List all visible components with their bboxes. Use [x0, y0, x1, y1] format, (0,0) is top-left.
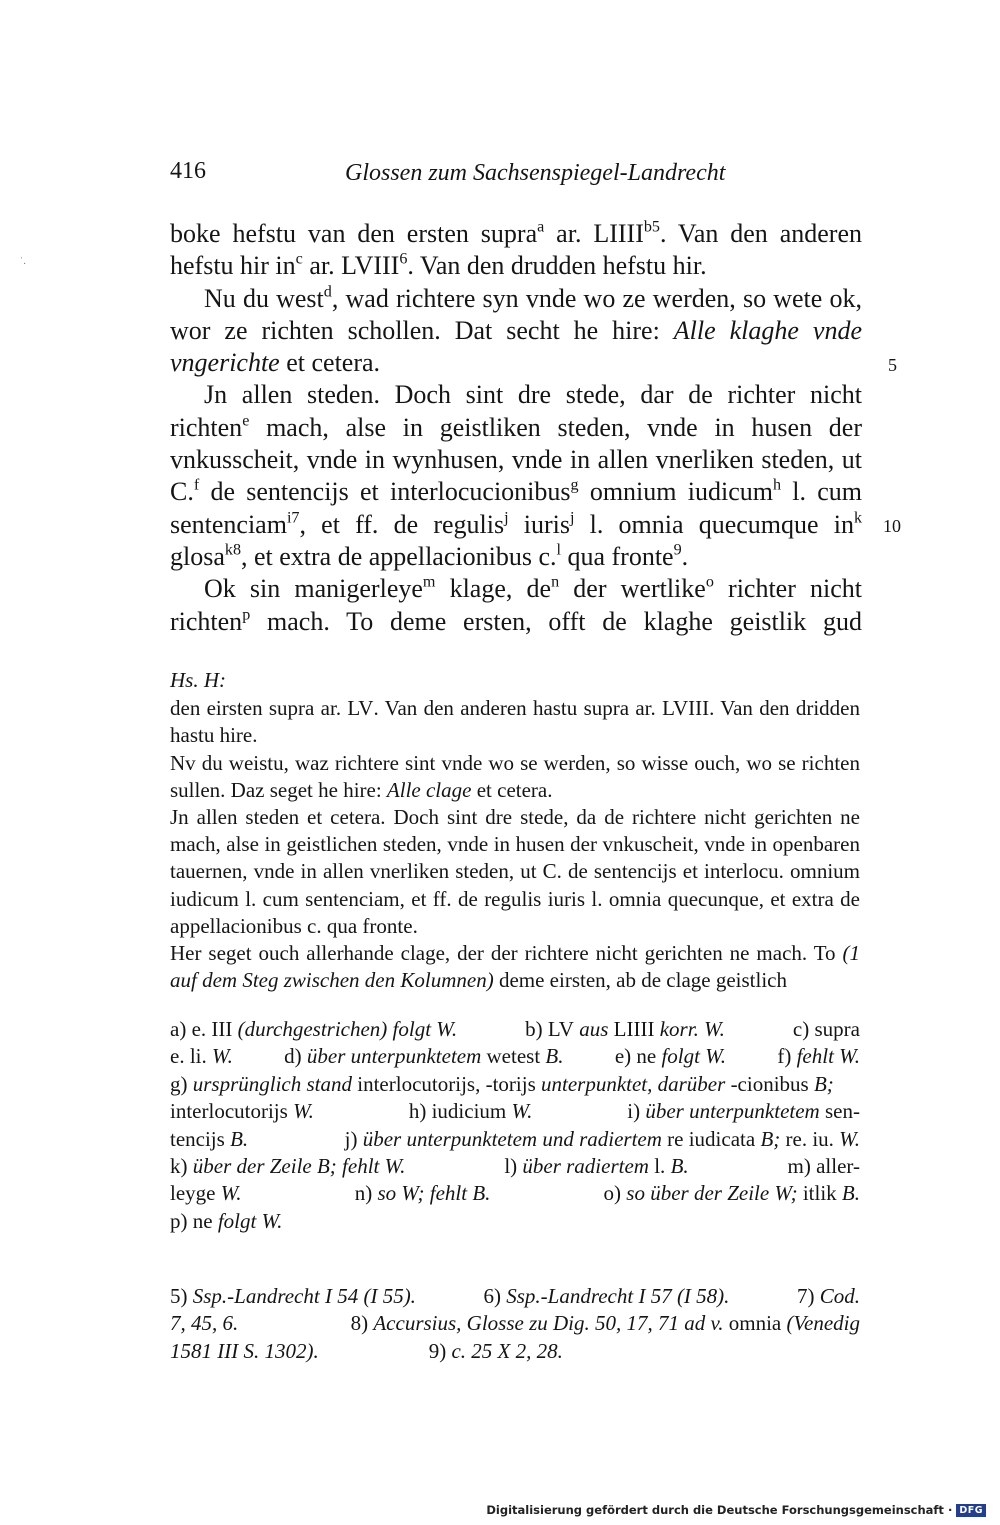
source-notes — [170, 1283, 860, 1365]
apparatus-line-6 — [170, 1153, 860, 1180]
apparatus-note-m: m) aller- — [787, 1154, 860, 1179]
apparatus-note-l: l) über radiertem l. B. — [504, 1154, 689, 1179]
apparatus-note-j: j) über unterpunktetem und radiertem re iudicata B; re. iu. W. — [344, 1126, 860, 1151]
variant-paragraph-4: Her seget ouch allerhande clage, der der richtere nicht gerichten ne mach. To (1 auf dem Steg zwischen den Kolumnen) deme eirsten, ab de clage geistlich — [170, 941, 860, 993]
apparatus-note-c: c) supra — [792, 1017, 860, 1041]
apparatus-line-8 — [170, 1208, 860, 1235]
apparatus-line-2 — [170, 1043, 860, 1070]
dfg-logo: DFG — [956, 1504, 986, 1517]
digitization-credit — [486, 1503, 986, 1517]
note-8-cont: 1581 III S. 1302). — [170, 1338, 319, 1363]
apparatus-note-o: o) so über der Zeile W; itlik B. — [603, 1181, 860, 1206]
main-paragraph-2: Nu du west$^d$, wad richtere syn vnde wo ze werden, so wete ok, wor ze richten schollen. Dat secht he hire: Alle klaghe vnde vngerichte et cetera. — [170, 283, 862, 378]
apparatus-note-b: b) LV aus LIIII korr. W. — [525, 1017, 725, 1041]
apparatus-line-5 — [170, 1126, 860, 1153]
apparatus-note-m-cont: leyge W. — [170, 1181, 242, 1206]
apparatus-note-g-cont: interlocutorijs W. — [170, 1099, 314, 1124]
note-5: 5) Ssp.-Landrecht I 54 (I 55). — [170, 1284, 416, 1308]
margin-speck: ˈ. — [20, 256, 26, 267]
main-paragraph-1: boke hefstu van den ersten supra$^a$ ar. $LIIII^{b5}$. Van den anderen hefstu hir $in^c$ ar. LVIII$^6$. Van den drudden hefstu hir. — [170, 218, 862, 281]
credit-text: Digitalisierung gefördert durch die Deutsche Forschungsgemeinschaft — [486, 1503, 944, 1517]
apparatus-line-3 — [170, 1071, 860, 1098]
variant-heading: Hs. H: — [170, 668, 226, 692]
apparatus-line-4 — [170, 1098, 860, 1125]
apparatus-note-a: a) e. III (durchgestrichen) folgt W. — [170, 1017, 458, 1041]
line-number-10: 10 — [883, 516, 901, 536]
variant-paragraph-2: Nv du weistu, waz richtere sint vnde wo se werden, so wisse ouch, wo se richten sullen. Daz seget he hire: Alle clage et cetera. — [170, 750, 860, 802]
apparatus-note-f: f) fehlt W. — [777, 1044, 860, 1069]
apparatus-note-c-cont: e. li. W. — [170, 1044, 233, 1069]
notes-line-1 — [170, 1283, 860, 1310]
apparatus-note-k: k) über der Zeile B; fehlt W. — [170, 1154, 406, 1179]
main-paragraph-3: Jn allen steden. Doch sint dre stede, dar de richter nicht richten$^e$ mach, alse in geistliken steden, vnde in husen der vnkusscheit, vnde in wynhusen, vnde in allen vnerliken steden, ut C.$^f$ de sentencijs et interlocucionibus$^g$ omnium iudicum$^h$ l. cum sentenciam$^{i7}$, et ff. de regulis$^j$ iuris$^j$ l. omnia quecumque $in^k$ glosa$^{k8}$, et extra de appellacionibus c.$^l$ qua fronte$^9$. — [170, 380, 863, 571]
variant-paragraph-1: den eirsten supra ar. LV. Van den anderen hastu supra ar. LVIII. Van den dridden hastu hire. — [170, 696, 860, 748]
credit-separator: · — [943, 1503, 953, 1517]
apparatus-line-7 — [170, 1180, 860, 1207]
page-number: 416 — [170, 158, 206, 184]
notes-line-3 — [170, 1338, 860, 1365]
variant-paragraph-3: Jn allen steden et cetera. Doch sint dre stede, da de richtere nicht gerichten ne mach, alse in geistlichen steden, vnde in husen der vnkuscheit, vnde in openbaren tauernen, vnde in allen vnerliken steden, ut C. de sentencijs et interlocu. omnium iudicum l. cum sentenciam, et ff. de regulis iuris l. omnia quecunque, et extra de appellacionibus c. qua fronte. — [170, 805, 860, 938]
apparatus-note-i: i) über unterpunktetem sen- — [627, 1099, 860, 1124]
main-text — [170, 218, 862, 638]
note-8: 8) Accursius, Glosse zu Dig. 50, 17, 71 ad v. omnia (Venedig — [350, 1311, 860, 1336]
apparatus-line-1 — [170, 1016, 860, 1043]
apparatus-note-p: p) ne folgt W. — [170, 1208, 283, 1233]
variant-text-hs-h — [170, 667, 860, 994]
note-7-cont: 7, 45, 6. — [170, 1311, 239, 1336]
apparatus-note-h: h) iudicium W. — [408, 1099, 533, 1124]
apparatus-note-i-cont: tencijs B. — [170, 1126, 249, 1151]
apparatus-note-d: d) über unterpunktetem wetest B. — [284, 1044, 564, 1069]
running-title: Glossen zum Sachsenspiegel-Landrecht — [345, 160, 726, 186]
note-7: 7) Cod. — [796, 1284, 860, 1308]
apparatus-note-n: n) so W; fehlt B. — [354, 1181, 491, 1206]
apparatus-note-e: e) ne folgt W. — [614, 1044, 727, 1069]
apparatus-note-g: g) ursprünglich stand interlocutorijs, -torijs unterpunktet, darüber -cionibus B; — [170, 1071, 834, 1096]
notes-line-2 — [170, 1310, 860, 1337]
note-6: 6) Ssp.-Landrecht I 57 (I 58). — [483, 1284, 730, 1308]
note-9: 9) c. 25 X 2, 28. — [428, 1338, 563, 1363]
main-paragraph-4: Ok sin manigerleye$^m$ klage, $de^n$ der wertlike$^o$ richter nicht richten$^p$ mach. To deme ersten, offt de klaghe geistlik gud — [170, 573, 863, 636]
line-number-5: 5 — [888, 355, 897, 375]
critical-apparatus — [170, 1016, 860, 1235]
